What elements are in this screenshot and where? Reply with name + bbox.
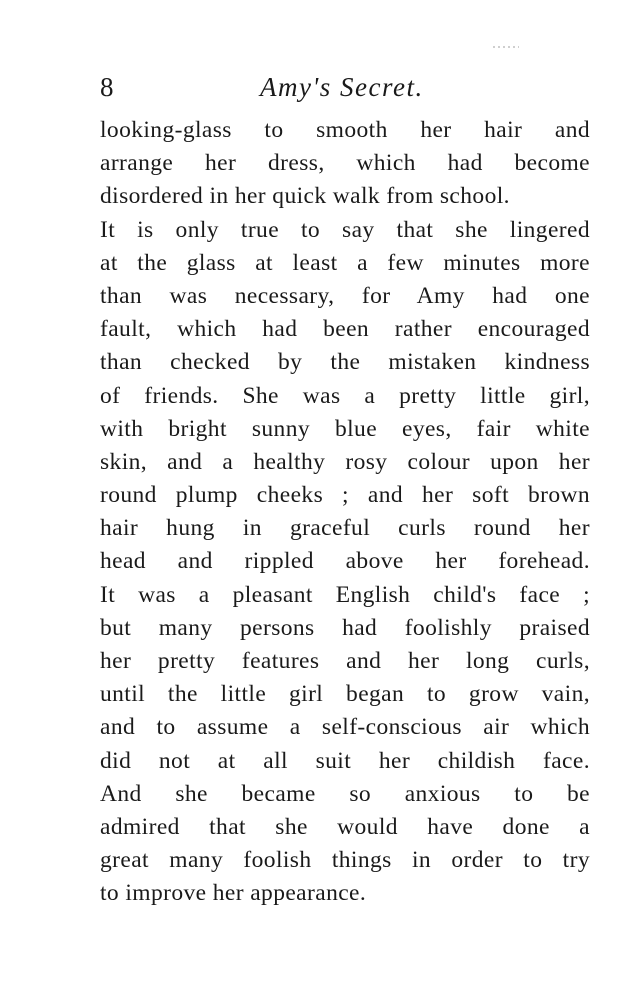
body-text (100, 114, 590, 911)
text-line: her pretty features and her long curls, (100, 648, 590, 674)
running-head (100, 70, 590, 110)
text-line: than was necessary, for Amy had one (100, 282, 590, 309)
text-line: admired that she would have done a (100, 813, 590, 840)
text-line: to improve her appearance. (100, 880, 367, 907)
text-line: fault, which had been rather encouraged (100, 316, 590, 343)
page-number: 8 (100, 72, 114, 102)
print-speck (493, 46, 519, 48)
text-line: but many persons had foolishly praised (100, 614, 590, 641)
text-line: skin, and a healthy rosy colour upon her (100, 448, 590, 475)
text-line: hair hung in graceful curls round her (100, 515, 590, 542)
text-line: than checked by the mistaken kindness (100, 349, 590, 376)
text-line: It is only true to say that she lingered (100, 216, 590, 243)
text-line: did not at all suit her childish face. (100, 747, 590, 774)
text-line: and to assume a self-conscious air which (100, 714, 590, 741)
text-line: arrange her dress, which had become (100, 150, 590, 177)
text-line: great many foolish things in order to try (100, 847, 590, 874)
text-line: And she became so anxious to be (100, 780, 590, 807)
text-line: disordered in her quick walk from school. (100, 183, 510, 210)
text-line: until the little girl began to grow vain, (100, 681, 590, 708)
text-line: with bright sunny blue eyes, fair white (100, 415, 590, 442)
text-line: at the glass at least a few minutes more (100, 249, 590, 276)
text-line: round plump cheeks ; and her soft brown (100, 482, 590, 509)
text-line: of friends. She was a pretty little girl, (100, 382, 590, 409)
text-line: It was a pleasant English child's face ; (100, 581, 590, 608)
text-line: looking-glass to smooth her hair and (100, 117, 590, 143)
text-line: head and rippled above her forehead. (100, 548, 590, 575)
running-title: Amy's Secret. (260, 72, 424, 102)
